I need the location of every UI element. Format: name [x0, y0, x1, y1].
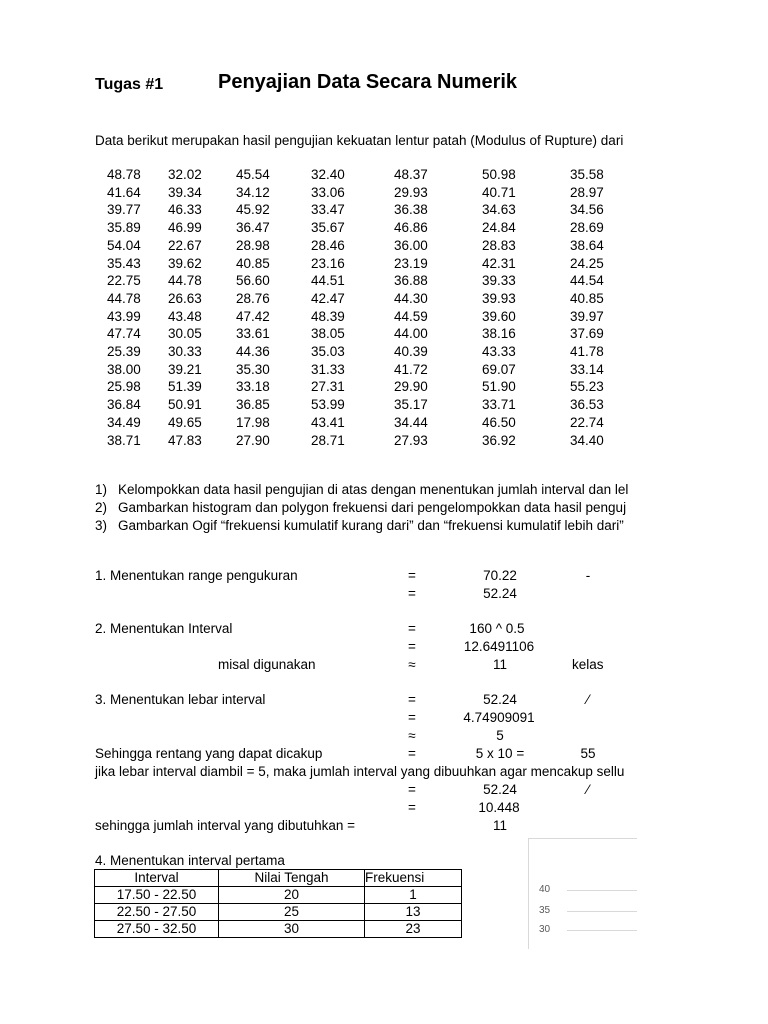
data-cell: 32.40	[311, 167, 345, 182]
data-cell: 27.93	[394, 432, 428, 448]
data-cell: 43.41	[311, 414, 345, 430]
jika-val2: 10.448	[478, 800, 520, 815]
jika-op1: ⁄	[586, 782, 590, 797]
data-cell: 44.78	[107, 290, 141, 306]
task-2-text: Gambarkan histogram dan polygon frekuensi dari pengelompokkan data hasil penguj	[118, 500, 627, 515]
data-cell: 33.18	[236, 379, 270, 395]
rentang-result: 55	[580, 746, 596, 761]
data-cell: 27.90	[236, 432, 270, 448]
intro-text: Data berikut merupakan hasil pengujian kekuatan lentur patah (Modulus of Rupture) dari	[95, 133, 624, 148]
data-cell: 46.86	[394, 220, 428, 236]
data-cell: 30.05	[168, 326, 202, 342]
data-cell: 48.37	[394, 167, 428, 182]
data-cell: 39.60	[482, 308, 516, 324]
data-cell: 38.64	[570, 237, 604, 253]
data-cell: 42.31	[482, 255, 516, 271]
data-cell: 44.30	[394, 290, 428, 306]
data-cell: 42.47	[311, 290, 345, 306]
data-cell: 41.78	[570, 344, 604, 359]
data-cell: 34.44	[394, 414, 428, 430]
data-cell: 43.33	[482, 344, 516, 359]
data-cell: 36.00	[394, 237, 428, 253]
step-lebar-val3: 5	[496, 728, 504, 743]
data-cell: 43.48	[168, 308, 202, 324]
step-lebar-approx: ≈	[408, 728, 416, 743]
data-cell: 28.98	[236, 237, 270, 253]
data-cell: 35.67	[311, 220, 345, 236]
table-row	[95, 921, 462, 938]
data-cell: 29.90	[394, 379, 428, 395]
header-interval: Interval	[95, 870, 219, 887]
data-cell: 32.02	[168, 167, 202, 182]
step-interval-val1: 160 ^ 0.5	[469, 621, 525, 636]
jika-eq1: =	[408, 782, 416, 797]
data-cell: 39.33	[482, 273, 516, 289]
data-cell: 34.63	[482, 202, 516, 218]
task-2-number: 2)	[95, 500, 108, 515]
step-range-op1: -	[585, 568, 591, 583]
data-cell: 35.89	[107, 220, 141, 236]
step-range-label: 1. Menentukan range pengukuran	[95, 568, 298, 583]
data-cell: 44.54	[570, 273, 604, 289]
jika-eq2: =	[408, 800, 416, 815]
data-cell: 25.39	[107, 344, 141, 359]
jumlah-val: 11	[492, 818, 508, 833]
data-cell: 35.43	[107, 255, 141, 271]
cell-interval: 22.50 - 27.50	[95, 904, 219, 921]
task-3-number: 3)	[95, 518, 108, 533]
data-cell: 51.90	[482, 379, 516, 395]
data-cell: 39.97	[570, 308, 604, 324]
data-cell: 30.33	[168, 344, 202, 359]
task-1-text: Kelompokkan data hasil pengujian di atas dengan menentukan jumlah interval dan lel	[118, 482, 629, 497]
table-header-row	[95, 870, 462, 887]
cell-frekuensi: 23	[365, 921, 462, 938]
data-cell: 37.69	[570, 326, 604, 342]
data-cell: 46.50	[482, 414, 516, 430]
step-range-val2: 52.24	[483, 586, 517, 601]
data-cell: 34.12	[236, 184, 270, 200]
data-cell: 47.74	[107, 326, 141, 342]
data-cell: 36.38	[394, 202, 428, 218]
chart-gridline	[567, 911, 637, 912]
jika-label: jika lebar interval diambil = 5, maka jumlah interval yang dibuuhkan agar mencakup sellu	[95, 764, 625, 779]
data-cell: 47.83	[168, 432, 202, 448]
frequency-table	[94, 869, 462, 938]
step-interval-val3: 11	[492, 657, 508, 672]
data-cell: 39.62	[168, 255, 202, 271]
data-cell: 39.93	[482, 290, 516, 306]
data-cell: 28.69	[570, 220, 604, 236]
header-nilai-tengah: Nilai Tengah	[219, 870, 365, 887]
data-cell: 22.75	[107, 273, 141, 289]
step-interval-approx: ≈	[408, 657, 416, 672]
data-cell: 49.65	[168, 414, 202, 430]
data-cell: 31.33	[311, 361, 345, 377]
data-cell: 39.77	[107, 202, 141, 218]
jika-val1: 52.24	[483, 782, 517, 797]
cell-nilai-tengah: 25	[219, 904, 365, 921]
data-cell: 33.61	[236, 326, 270, 342]
step-range-eq2: =	[408, 586, 416, 601]
data-cell: 39.34	[168, 184, 202, 200]
data-cell: 44.78	[168, 273, 202, 289]
data-cell: 36.85	[236, 397, 270, 413]
data-cell: 26.63	[168, 290, 202, 306]
jumlah-label: sehingga jumlah interval yang dibutuhkan =	[95, 818, 356, 833]
data-cell: 28.71	[311, 432, 345, 448]
data-cell: 36.53	[570, 397, 604, 413]
cell-interval: 27.50 - 32.50	[95, 921, 219, 938]
data-cell: 34.49	[107, 414, 141, 430]
data-cell: 44.59	[394, 308, 428, 324]
data-cell: 44.51	[311, 273, 345, 289]
cell-interval: 17.50 - 22.50	[95, 887, 219, 904]
step-lebar-eq2: =	[408, 710, 416, 725]
data-cell: 28.83	[482, 237, 516, 253]
data-cell: 23.19	[394, 255, 428, 271]
data-cell: 39.21	[168, 361, 202, 377]
cell-nilai-tengah: 30	[219, 921, 365, 938]
data-cell: 45.54	[236, 167, 270, 182]
data-cell: 35.03	[311, 344, 345, 359]
data-cell: 33.14	[570, 361, 604, 377]
data-cell: 38.05	[311, 326, 345, 342]
data-cell: 28.76	[236, 290, 270, 306]
histogram-chart-fragment	[528, 838, 637, 949]
rentang-val: 5 x 10 =	[475, 746, 525, 761]
data-cell: 54.04	[107, 237, 141, 253]
data-cell: 27.31	[311, 379, 345, 395]
cell-frekuensi: 1	[365, 887, 462, 904]
task-3-text: Gambarkan Ogif “frekuensi kumulatif kurang dari” dan “frekuensi kumulatif lebih dari”	[118, 518, 624, 533]
step-lebar-label: 3. Menentukan lebar interval	[95, 692, 266, 707]
data-cell: 17.98	[236, 414, 270, 430]
data-cell: 40.71	[482, 184, 516, 200]
chart-gridline	[567, 890, 637, 891]
data-cell: 29.93	[394, 184, 428, 200]
data-cell: 23.16	[311, 255, 345, 271]
data-cell: 25.98	[107, 379, 141, 395]
data-cell: 22.74	[570, 414, 604, 430]
data-cell: 43.99	[107, 308, 141, 324]
data-cell: 36.84	[107, 397, 141, 413]
data-cell: 50.98	[482, 167, 516, 182]
data-cell: 35.17	[394, 397, 428, 413]
data-cell: 24.84	[482, 220, 516, 236]
step-lebar-eq1: =	[408, 692, 416, 707]
data-cell: 38.00	[107, 361, 141, 377]
data-cell: 45.92	[236, 202, 270, 218]
data-cell: 22.67	[168, 237, 202, 253]
step-range-val1: 70.22	[483, 568, 517, 583]
data-cell: 34.56	[570, 202, 604, 218]
data-cell: 36.92	[482, 432, 516, 448]
data-cell: 36.88	[394, 273, 428, 289]
chart-tick-35: 35	[539, 905, 551, 916]
data-cell: 38.16	[482, 326, 516, 342]
step-lebar-val1: 52.24	[483, 692, 517, 707]
step-interval-misal: misal digunakan	[218, 657, 316, 672]
data-cell: 50.91	[168, 397, 202, 413]
data-cell: 40.85	[236, 255, 270, 271]
data-cell: 35.58	[570, 167, 604, 182]
chart-tick-30: 30	[539, 924, 551, 935]
rentang-eq: =	[408, 746, 416, 761]
data-cell: 48.39	[311, 308, 345, 324]
data-cell: 28.97	[570, 184, 604, 200]
step-interval-label: 2. Menentukan Interval	[95, 621, 233, 636]
data-cell: 28.46	[311, 237, 345, 253]
chart-gridline	[567, 930, 637, 931]
task-1-number: 1)	[95, 482, 108, 497]
data-cell: 56.60	[236, 273, 270, 289]
data-cell: 44.00	[394, 326, 428, 342]
step-interval-eq2: =	[408, 639, 416, 654]
table-row	[95, 904, 462, 921]
data-cell: 34.40	[570, 432, 604, 448]
data-cell: 41.64	[107, 184, 141, 200]
step-interval-unit: kelas	[572, 657, 604, 672]
data-cell: 69.07	[482, 361, 516, 377]
step-lebar-val2: 4.74909091	[463, 710, 535, 725]
data-cell: 33.06	[311, 184, 345, 200]
data-cell: 24.25	[570, 255, 604, 271]
assignment-label: Tugas #1	[95, 76, 164, 93]
data-cell: 53.99	[311, 397, 345, 413]
step-interval-eq1: =	[408, 621, 416, 636]
chart-tick-40: 40	[539, 884, 551, 895]
data-cell: 33.47	[311, 202, 345, 218]
step-range-eq1: =	[408, 568, 416, 583]
data-cell: 55.23	[570, 379, 604, 395]
data-cell: 51.39	[168, 379, 202, 395]
data-cell: 33.71	[482, 397, 516, 413]
table-row	[95, 887, 462, 904]
step-interval-val2: 12.6491106	[463, 639, 535, 654]
data-cell: 48.78	[107, 167, 141, 182]
step-pertama-label: 4. Menentukan interval pertama	[95, 853, 285, 868]
cell-nilai-tengah: 20	[219, 887, 365, 904]
header-frekuensi: Frekuensi	[365, 870, 462, 887]
page-title: Penyajian Data Secara Numerik	[218, 71, 518, 93]
step-lebar-op1: ⁄	[586, 692, 590, 707]
data-cell: 44.36	[236, 344, 270, 359]
rentang-label: Sehingga rentang yang dapat dicakup	[95, 746, 323, 761]
data-cell: 40.39	[394, 344, 428, 359]
data-cell: 46.99	[168, 220, 202, 236]
data-cell: 40.85	[570, 290, 604, 306]
data-cell: 41.72	[394, 361, 428, 377]
cell-frekuensi: 13	[365, 904, 462, 921]
data-cell: 47.42	[236, 308, 270, 324]
data-cell: 36.47	[236, 220, 270, 236]
data-cell: 46.33	[168, 202, 202, 218]
data-cell: 35.30	[236, 361, 270, 377]
data-cell: 38.71	[107, 432, 141, 448]
